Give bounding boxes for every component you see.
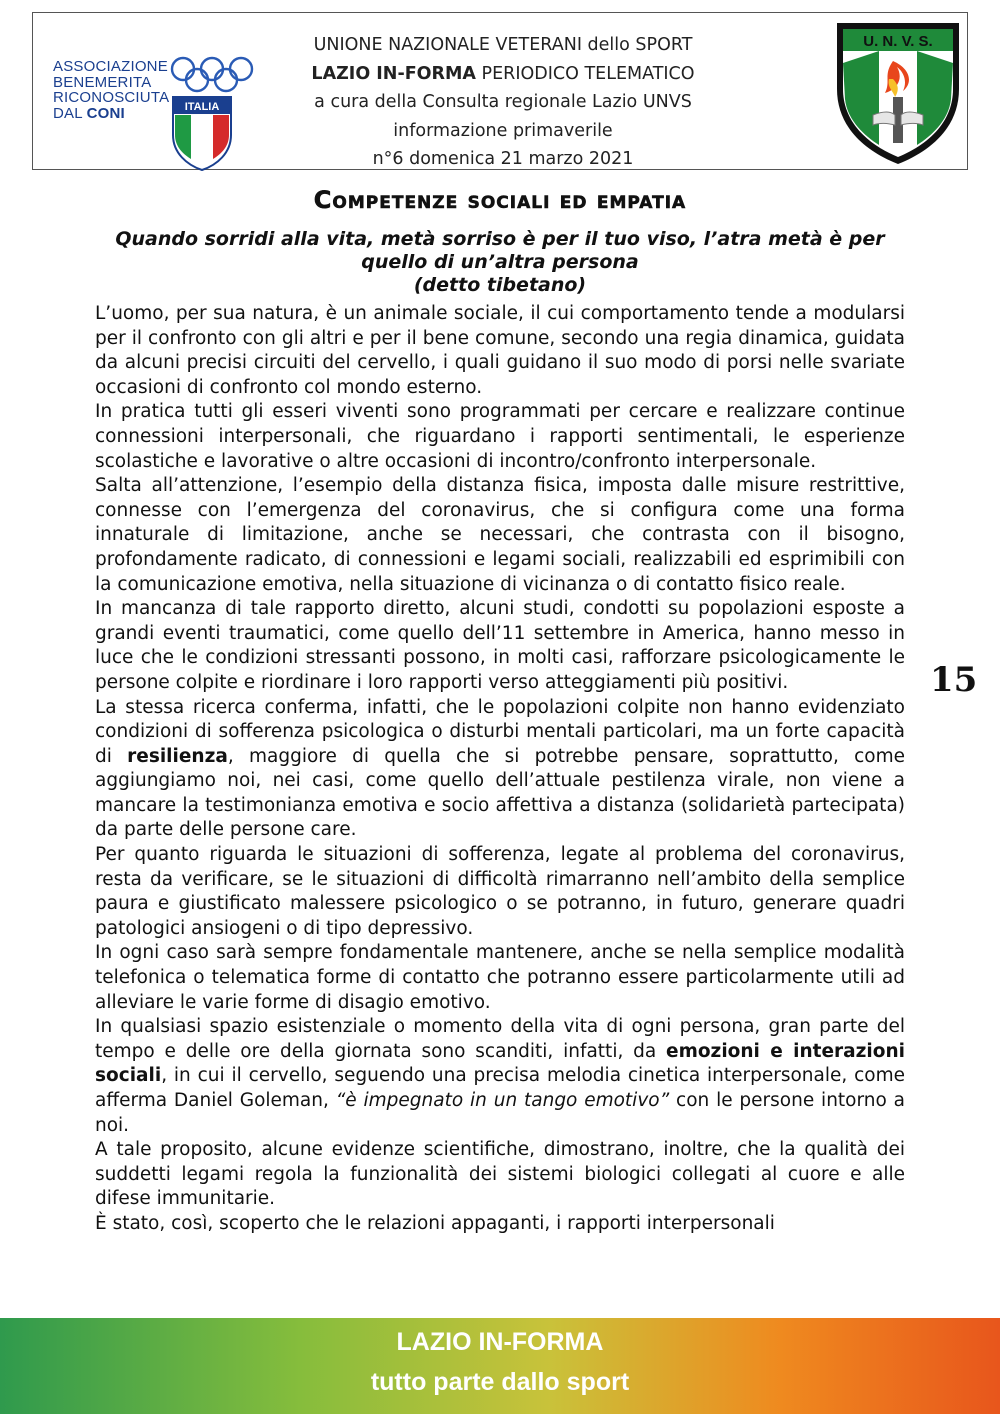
article-body — [95, 302, 905, 1237]
coni-line1: ASSOCIAZIONE — [53, 58, 168, 75]
coni-line3: RICONOSCIUTA — [53, 89, 170, 106]
paragraph: In ogni caso sarà sempre fondamentale mantenere, anche se nella semplice modalità telefonica o telematica forme di contatto che potranno essere particolarmente utili ad alleviare le varie forme di disagio emotivo. — [95, 942, 905, 1013]
paragraph: Per quanto riguarda le situazioni di sofferenza, legate al problema del coronavirus, resta da verificare, se le situazioni di difficoltà rimarranno nell’ambito della semplice paura e giustificato malessere psicologico o se potranno, in futuro, generare quadri patologici ansiogeni o di tipo depressivo. — [95, 844, 905, 939]
quote-line2: quello di un’altra persona — [361, 251, 639, 273]
quote-line1: Quando sorridi alla vita, metà sorriso è per il tuo viso, l’atra metà è per — [115, 228, 885, 250]
footer-banner — [0, 1318, 1000, 1414]
goleman-quote: “è impegnato in un tango emotivo” — [335, 1090, 670, 1111]
highlight-emozioni: emozioni e interazioni sociali — [95, 1040, 905, 1087]
paragraph: In pratica tutti gli esseri viventi sono programmati per cercare e realizzare continue connessioni interpersonali, che riguardano i rapporti sentimentali, le esperienze scolastiche e lavorative o altre occasioni di incontro/confronto interpersonale. — [95, 401, 905, 472]
quote-source: (detto tibetano) — [413, 274, 587, 296]
header-line3: a cura della Consulta regionale Lazio UNVS — [314, 92, 692, 112]
coni-text — [53, 59, 169, 121]
italia-shield-icon — [171, 95, 233, 171]
coni-line2: BENEMERITA — [53, 73, 152, 91]
coni-logo — [43, 39, 263, 157]
highlight-resilienza: resilienza — [127, 745, 228, 767]
paragraph: L’uomo, per sua natura, è un animale sociale, il cui comportamento tende a modularsi per il confronto con gli altri e per il bene comune, secondo una regia dinamica, guidata da alcuni precisi circuiti del cervello, i quali guidano il suo modo di porsi nelle svariate occasioni di confronto col mondo esterno. — [95, 303, 905, 398]
paragraph: A tale proposito, alcune evidenze scientifiche, dimostrano, inoltre, che la qualità dei suddetti legami regola la funzionalità dei sistemi biologici collegati al cuore e alle difese immunitarie. — [95, 1139, 905, 1210]
olympic-rings-icon — [169, 55, 255, 95]
paragraph: È stato, così, scoperto che le relazioni appaganti, i rapporti interpersonali — [95, 1212, 775, 1234]
paragraph: La stessa ricerca conferma, infatti, che le popolazioni colpite non hanno evidenziato condizioni di sofferenza psicologica o disturbi mentali particolari, ma un forte capacità di resilienza, maggiore di quella che si potrebbe pensare, soprattutto, come aggiungiamo noi, nei casi, come quello dell’attuale pestilenza virale, non viene a mancare la testimonianza emotiva e socio affettiva a distanza (solidarietà partecipata) da parte delle persone care. — [95, 696, 905, 841]
footer-line2: tutto parte dallo sport — [370, 1368, 630, 1396]
header-line2: LAZIO IN-FORMA PERIODICO TELEMATICO — [311, 63, 695, 84]
header-lines — [263, 31, 743, 174]
paragraph: In qualsiasi spazio esistenziale o momento della vita di ogni persona, gran parte del tempo e delle ore della giornata sono scanditi, infatti, da emozioni e interazioni sociali, in cui il cervello, seguendo una precisa melodia cinetica interpersonale, come afferma Daniel Goleman, “è impegnato in un tango emotivo” con le persone intorno a noi. — [95, 1016, 905, 1136]
footer-line1: LAZIO IN-FORMA — [396, 1328, 604, 1356]
page-number: 15 — [930, 660, 978, 700]
header-line1: UNIONE NAZIONALE VETERANI dello SPORT — [313, 35, 693, 55]
coni-line4: DAL CONI — [53, 104, 125, 122]
paragraph: Salta all’attenzione, l’esempio della distanza fisica, imposta dalle misure restrittive, connesse con l’emergenza del coronavirus, che si configura come una forma innaturale di limitazione, anche se necessari, che contrasta con il bisogno, profondamente radicato, di connessioni e legami sociali, realizzabili ed esprimibili con la comunicazione emotiva, nella situazione di vicinanza o di contatto fisico reale. — [95, 475, 905, 595]
article-title: Competenze sociali ed empatia — [313, 186, 687, 214]
unvs-shield-icon — [833, 19, 963, 167]
header-line5: n°6 domenica 21 marzo 2021 — [372, 149, 634, 169]
italia-shield-label: ITALIA — [184, 101, 220, 113]
header-line4: informazione primaverile — [393, 120, 613, 141]
header-box — [32, 12, 968, 170]
unvs-label: U. N. V. S. — [863, 33, 933, 50]
paragraph: In mancanza di tale rapporto diretto, alcuni studi, condotti su popolazioni esposte a grandi eventi traumatici, come quello dell’11 settembre in America, hanno messo in luce che le condizioni stressanti possono, in molti casi, rafforzare psicologicamente le persone colpite e riordinare i loro rapporti verso atteggiamenti più positivi. — [95, 598, 905, 693]
article-quote — [90, 228, 910, 297]
